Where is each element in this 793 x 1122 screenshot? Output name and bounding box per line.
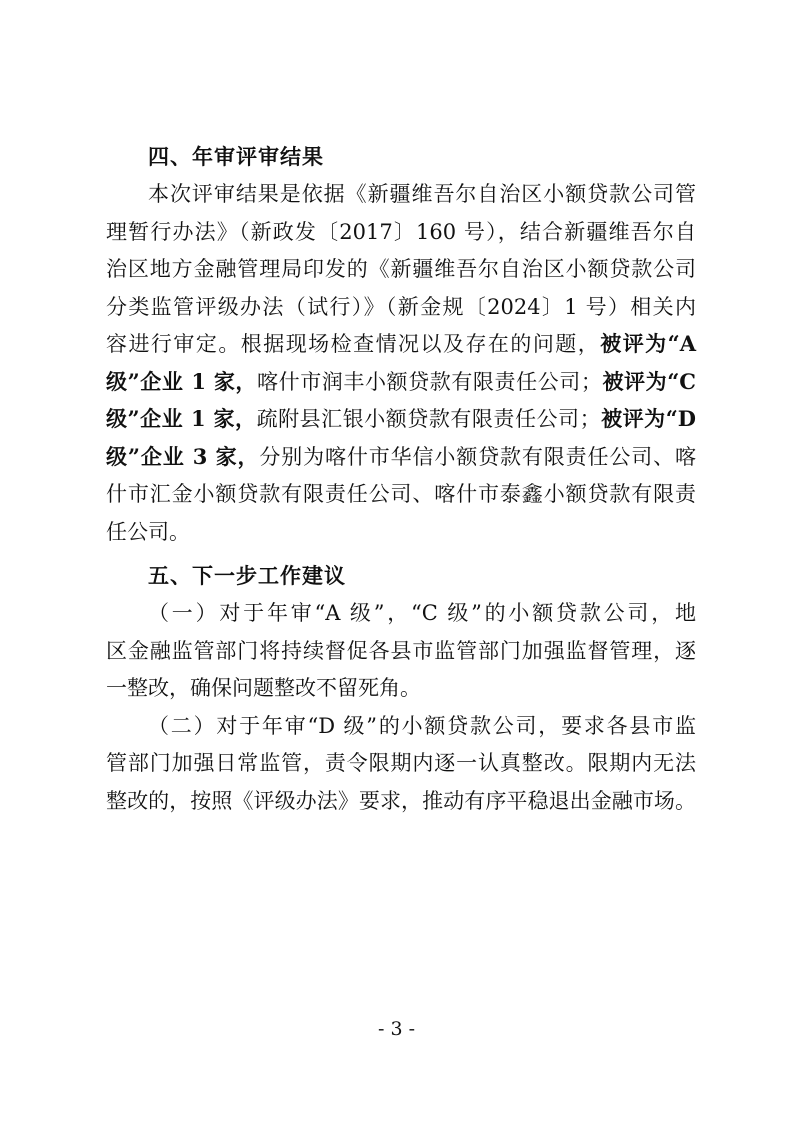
page-number: - 3 - [377,1018,415,1040]
paragraph-line: 本次评审结果是依据《新疆维吾尔自治区小额贷款公司管 [148,182,696,206]
paragraph-line: 区金融监管部门将持续督促各县市监管部门加强监督管理，逐 [106,639,696,663]
rating-a-count: 级”企业 1 家， [106,369,258,394]
paragraph-line: 理暂行办法》（新政发〔2017〕160 号），结合新疆维吾尔自 [106,220,696,244]
paragraph-line: 分类监管评级办法（试行）》（新金规〔2024〕1 号）相关内 [106,295,696,319]
paragraph-line: （一）对于年审“A 级”，“C 级”的小额贷款公司，地 [148,601,696,625]
rating-a-label: 被评为“A [600,331,697,356]
paragraph-line: （二）对于年审“D 级”的小额贷款公司，要求各县市监 [148,714,696,738]
rating-d-label: 被评为“D [600,406,696,431]
paragraph-line [106,406,696,432]
rating-c-label: 被评为“C [601,369,697,394]
paragraph-line: 管部门加强日常监管，责令限期内逐一认真整改。限期内无法 [106,751,696,775]
paragraph-line: 整改的，按照《评级办法》要求，推动有序平稳退出金融市场。 [106,789,696,813]
paragraph-line: 一整改，确保问题整改不留死角。 [106,676,421,700]
paragraph-line: 治区地方金融管理局印发的《新疆维吾尔自治区小额贷款公司 [106,257,696,281]
paragraph-text: 容进行审定。根据现场检查情况以及存在的问题， [106,332,601,356]
rating-c-company: 疏附县汇银小额贷款有限责任公司； [256,407,601,431]
section-heading-next-steps: 五、下一步工作建议 [148,564,346,588]
rating-d-companies: 分别为喀什市华信小额贷款有限责任公司、喀 [259,445,696,469]
rating-a-company: 喀什市润丰小额贷款有限责任公司； [257,370,602,394]
paragraph-line: 任公司。 [106,520,190,544]
paragraph-line [106,369,696,395]
paragraph-line [106,331,696,357]
paragraph-line [106,444,696,470]
paragraph-line: 什市汇金小额贷款有限责任公司、喀什市泰鑫小额贷款有限责 [106,482,696,506]
rating-c-count: 级”企业 1 家， [106,406,257,431]
section-heading-review-results: 四、年审评审结果 [148,145,324,169]
rating-d-count: 级”企业 3 家， [106,444,260,469]
